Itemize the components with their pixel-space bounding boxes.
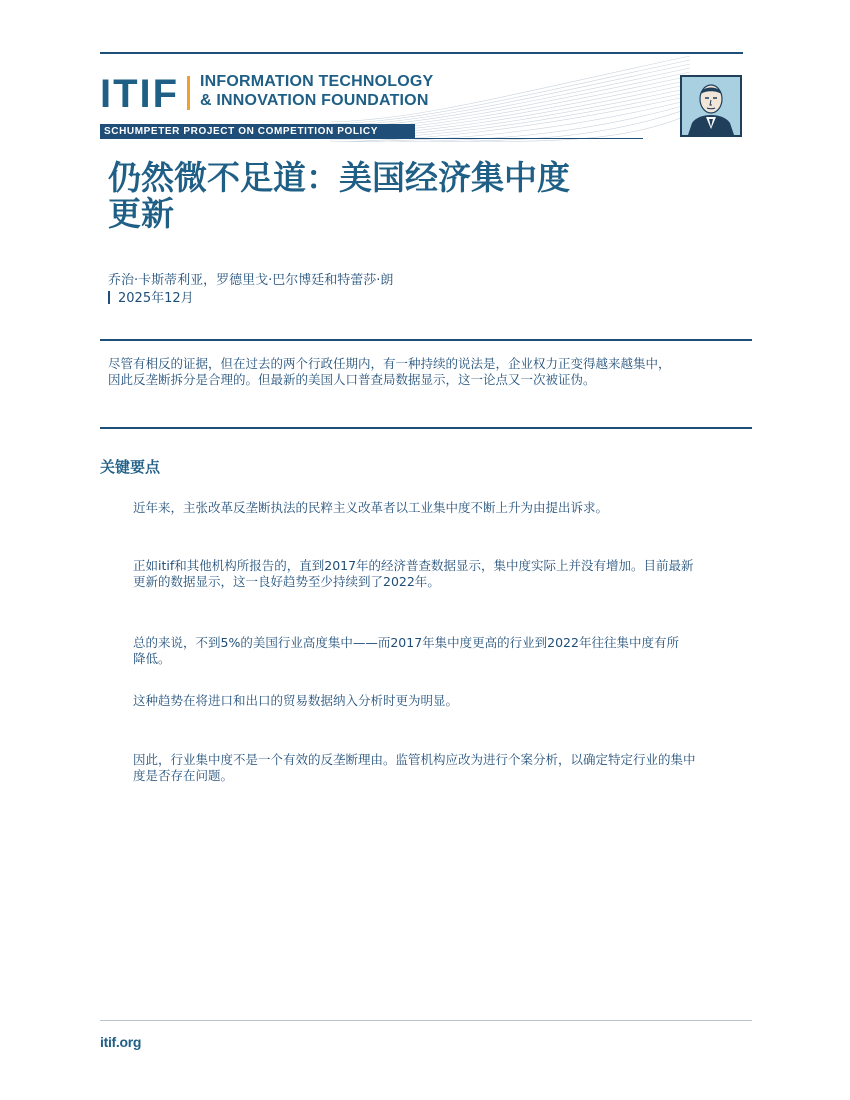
schumpeter-portrait (680, 75, 742, 137)
report-title-line2: 更新 (108, 194, 174, 233)
key-point-5-line2: 度是否存在问题。 (133, 768, 234, 783)
org-name-line1: INFORMATION TECHNOLOGY (200, 73, 434, 90)
abstract (108, 356, 748, 388)
date-marker (108, 291, 110, 304)
banner-underline (415, 138, 643, 139)
key-point-1 (133, 500, 748, 516)
footer-rule (100, 1020, 752, 1021)
authors: 乔治·卡斯蒂利亚，罗德里戈·巴尔博廷和特蕾莎·朗 (108, 273, 394, 288)
org-name-line2: & INNOVATION FOUNDATION (200, 92, 429, 109)
key-point-5 (133, 752, 748, 784)
itif-logo: ITIF (100, 72, 180, 116)
publication-date-row (108, 290, 194, 307)
publication-date: 2025年12月 (118, 291, 194, 306)
key-point-2-line2: 更新的数据显示，这一良好趋势至少持续到了2022年。 (133, 574, 440, 589)
portrait-illustration (682, 77, 740, 135)
program-banner: SCHUMPETER PROJECT ON COMPETITION POLICY (100, 124, 415, 139)
key-point-5-line1: 因此，行业集中度不是一个有效的反垄断理由。监管机构应改为进行个案分析，以确定特定行业的集中 (133, 752, 696, 767)
abstract-line1: 尽管有相反的证据，但在过去的两个行政任期内，有一种持续的说法是，企业权力正变得越来越集中， (108, 356, 671, 371)
logo-divider (187, 76, 190, 110)
abstract-line2: 因此反垄断拆分是合理的。但最新的美国人口普查局数据显示，这一论点又一次被证伪。 (108, 372, 596, 387)
key-point-2 (133, 558, 748, 590)
key-point-3 (133, 635, 748, 667)
key-point-4 (133, 693, 748, 709)
report-title (108, 160, 628, 232)
abstract-bottom-rule (100, 427, 752, 429)
key-point-3-line1: 总的来说，不到5%的美国行业高度集中——而2017年集中度更高的行业到2022年往往集中度有所 (133, 635, 679, 650)
org-name (200, 72, 433, 110)
key-point-4-line1: 这种趋势在将进口和出口的贸易数据纳入分析时更为明显。 (133, 693, 459, 708)
key-takeaways-heading: 关键要点 (100, 458, 161, 476)
key-point-3-line2: 降低。 (133, 651, 171, 666)
report-title-line1: 仍然微不足道：美国经济集中度 (108, 158, 570, 197)
footer-website-link[interactable]: itif.org (100, 1034, 142, 1050)
abstract-top-rule (100, 339, 752, 341)
key-point-2-line1: 正如itif和其他机构所报告的，直到2017年的经济普查数据显示，集中度实际上并没有增加。目前最新 (133, 558, 694, 573)
key-point-1-line1: 近年来，主张改革反垄断执法的民粹主义改革者以工业集中度不断上升为由提出诉求。 (133, 500, 609, 515)
